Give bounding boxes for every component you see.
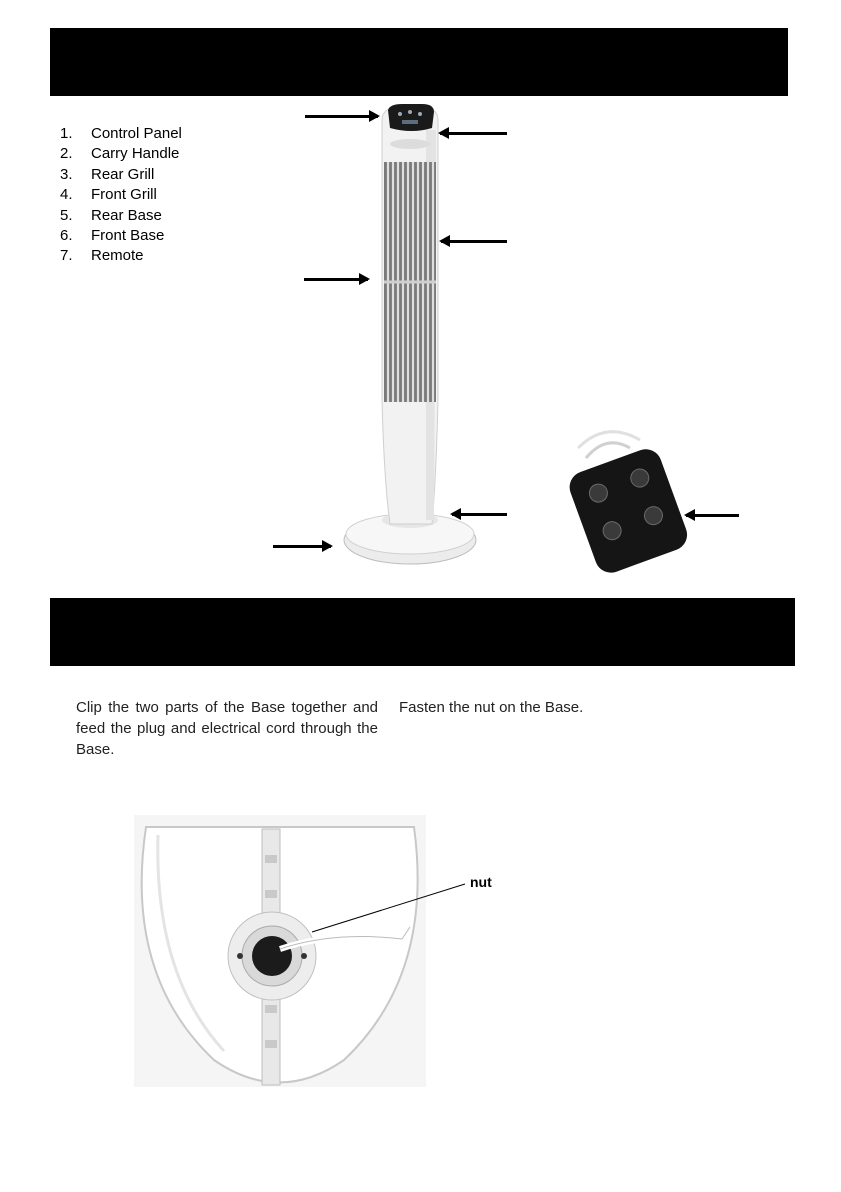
list-item: 1. Control Panel: [60, 124, 182, 144]
part-label: Rear Grill: [91, 165, 155, 183]
nut-label: nut: [470, 874, 492, 890]
part-label: Control Panel: [91, 125, 182, 142]
list-item: 6. Front Base: [60, 226, 182, 246]
list-item: 5. Rear Base: [60, 206, 182, 226]
part-label: Carry Handle: [91, 145, 180, 163]
part-label: Front Base: [91, 227, 165, 245]
part-label: Rear Base: [91, 206, 162, 224]
assembly-step-1-text: Clip the two parts of the Base together and feed the plug and electrical cord through the Base.: [76, 699, 378, 758]
part-label: Front Grill: [91, 186, 157, 204]
assembly-step-2-text: Fasten the nut on the Base.: [399, 699, 584, 716]
list-item: 4. Front Grill: [60, 185, 182, 205]
list-item: 7. Remote: [60, 246, 182, 266]
list-item: 3. Rear Grill: [60, 165, 182, 185]
part-label: Remote: [91, 247, 144, 265]
list-item: 2. Carry Handle: [60, 144, 182, 164]
